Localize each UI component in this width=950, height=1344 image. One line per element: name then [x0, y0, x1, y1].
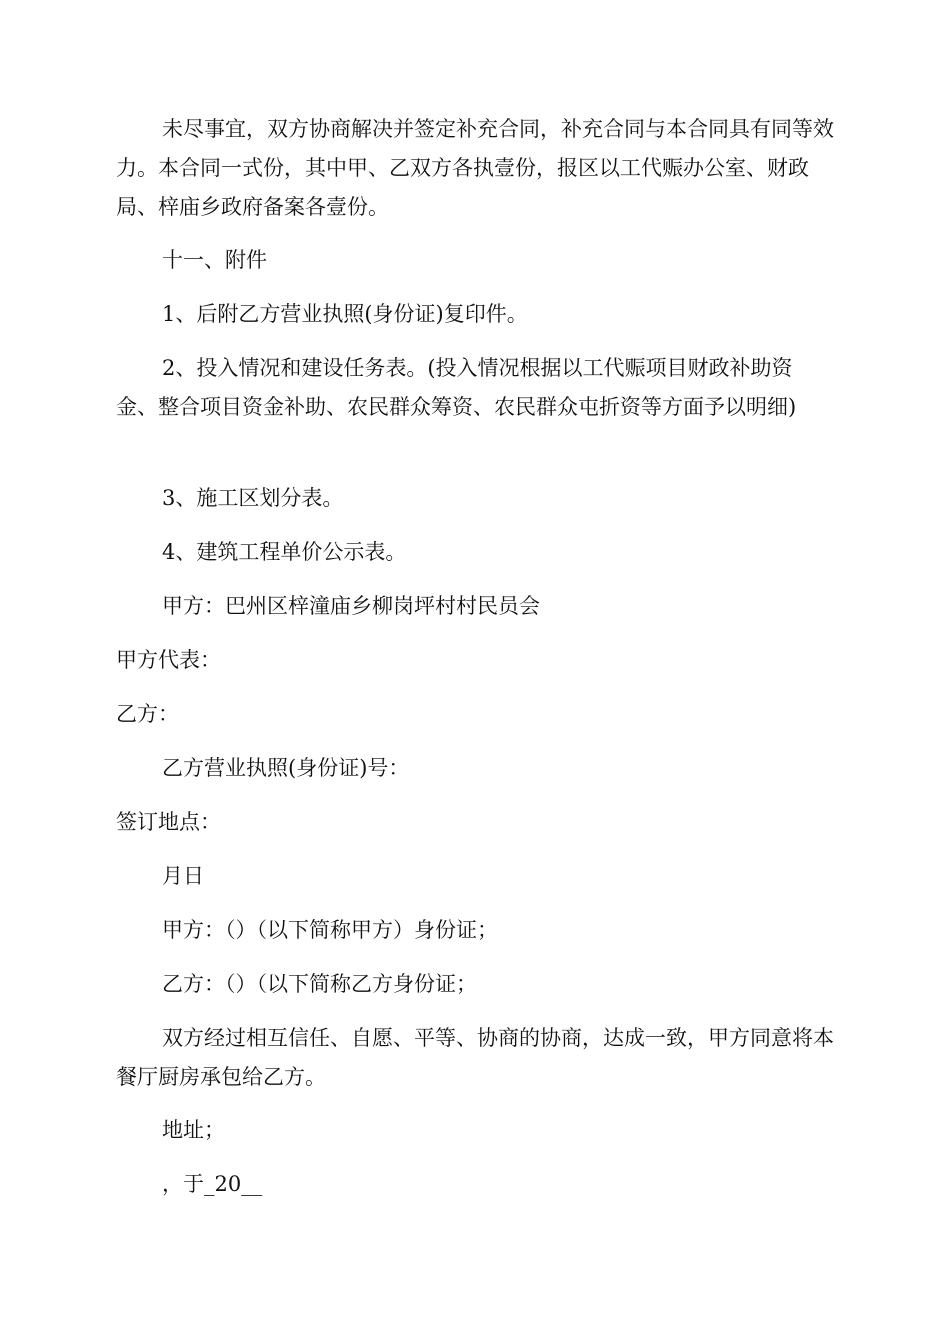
party-b-license-number: 乙方营业执照(身份证)号：: [162, 756, 410, 780]
signing-date: 月日: [162, 864, 204, 888]
party-b-id-line: 乙方：（）（以下简称乙方身份证；: [162, 972, 477, 996]
party-a-representative: 甲方代表：: [116, 648, 221, 672]
attachment-item-4: 4、建筑工程单价公示表。: [162, 540, 407, 564]
date-line: ，于_20__: [162, 1172, 263, 1196]
attachment-item-2: 2、投入情况和建设任务表。(投入情况根据以工代赈项目财政补助资金、整合项目资金补助、农民群众筹资、农民群众屯折资等方面予以明细): [116, 356, 797, 419]
paragraph-supplementary-terms: 未尽事宜，双方协商解决并签定补充合同，补充合同与本合同具有同等效力。本合同一式份，其中甲、乙双方各执壹份，报区以工代赈办公室、财政局、梓庙乡政府备案各壹份。: [116, 117, 834, 219]
attachment-item-1: 1、后附乙方营业执照(身份证)复印件。: [162, 302, 528, 326]
party-b-name: 乙方：: [116, 702, 179, 726]
address-line: 地址；: [162, 1118, 225, 1142]
attachment-item-3: 3、施工区划分表。: [162, 486, 344, 510]
party-a-name: 甲方：巴州区梓潼庙乡柳岗坪村村民员会: [162, 594, 540, 618]
heading-attachments: 十一、附件: [162, 248, 267, 272]
party-a-id-line: 甲方：（）（以下简称甲方）身份证；: [162, 918, 498, 942]
signing-location: 签订地点：: [116, 810, 221, 834]
paragraph-agreement: 双方经过相互信任、自愿、平等、协商的协商，达成一致，甲方同意将本餐厅厨房承包给乙方。: [116, 1026, 834, 1089]
